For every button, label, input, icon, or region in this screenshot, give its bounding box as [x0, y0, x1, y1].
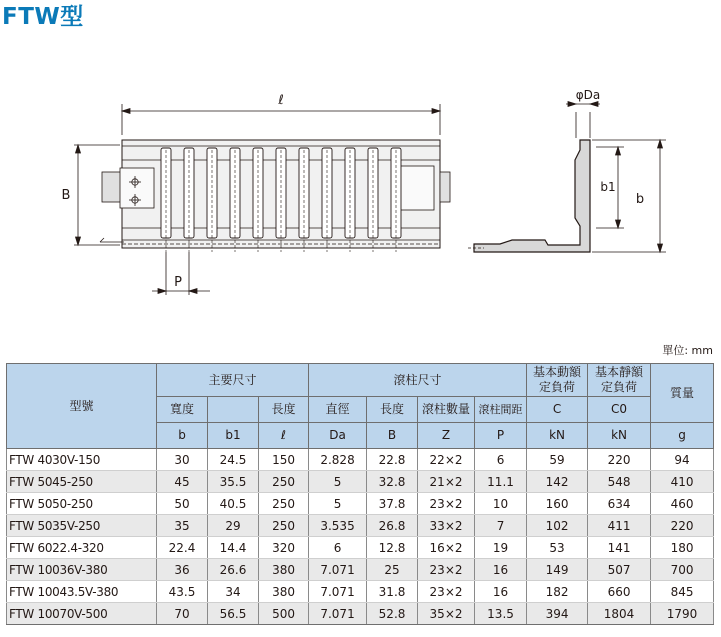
value-cell: 5 [309, 471, 367, 493]
value-cell: 59 [527, 449, 588, 471]
value-cell: 380 [259, 581, 309, 603]
value-cell: 50 [157, 493, 208, 515]
symbol-cell: B [367, 423, 418, 449]
model-cell: FTW 10043.5V-380 [7, 581, 157, 603]
value-cell: 220 [588, 449, 651, 471]
spec-table-body [7, 449, 714, 625]
value-cell: 845 [651, 581, 714, 603]
symbol-cell: b1 [208, 423, 259, 449]
sub-header: 滾柱數量 [418, 397, 475, 423]
model-cell: FTW 5045-250 [7, 471, 157, 493]
value-cell: 411 [588, 515, 651, 537]
value-cell: 34 [208, 581, 259, 603]
roller-dim-header: 滾柱尺寸 [309, 364, 527, 397]
value-cell: 26.8 [367, 515, 418, 537]
value-cell: 16 [475, 559, 527, 581]
value-cell: 149 [527, 559, 588, 581]
value-cell: 7.071 [309, 559, 367, 581]
sub-header: 長度 [259, 397, 309, 423]
table-row [7, 603, 714, 625]
value-cell: 10 [475, 493, 527, 515]
symbol-cell: Da [309, 423, 367, 449]
model-cell: FTW 10070V-500 [7, 603, 157, 625]
symbol-cell: g [651, 423, 714, 449]
sub-header: 寬度 [157, 397, 208, 423]
value-cell: 1804 [588, 603, 651, 625]
value-cell: 141 [588, 537, 651, 559]
value-cell: 11.1 [475, 471, 527, 493]
value-cell: 380 [259, 559, 309, 581]
table-row [7, 515, 714, 537]
value-cell: 35×2 [418, 603, 475, 625]
value-cell: 1790 [651, 603, 714, 625]
value-cell: 29 [208, 515, 259, 537]
value-cell: 6 [475, 449, 527, 471]
sub-header: 直徑 [309, 397, 367, 423]
table-row [7, 559, 714, 581]
value-cell: 19 [475, 537, 527, 559]
mass-header: 質量 [651, 364, 714, 423]
value-cell: 40.5 [208, 493, 259, 515]
value-cell: 180 [651, 537, 714, 559]
value-cell: 142 [527, 471, 588, 493]
value-cell: 22.4 [157, 537, 208, 559]
value-cell: 23×2 [418, 559, 475, 581]
model-cell: FTW 6022.4-320 [7, 537, 157, 559]
spec-table [6, 363, 714, 625]
dyn-load-header: 基本動額定負荷 [527, 364, 588, 397]
value-cell: 30 [157, 449, 208, 471]
value-cell: 150 [259, 449, 309, 471]
table-row [7, 471, 714, 493]
inner-width-label: b1 [600, 180, 616, 194]
sub-header [208, 397, 259, 423]
length-label: ℓ [278, 93, 284, 108]
value-cell: 21×2 [418, 471, 475, 493]
value-cell: 3.535 [309, 515, 367, 537]
value-cell: 43.5 [157, 581, 208, 603]
pitch-label: P [174, 275, 182, 290]
table-row [7, 581, 714, 603]
value-cell: 634 [588, 493, 651, 515]
symbol-cell: b [157, 423, 208, 449]
value-cell: 33×2 [418, 515, 475, 537]
main-dim-header: 主要尺寸 [157, 364, 309, 397]
value-cell: 24.5 [208, 449, 259, 471]
sub-header: C0 [588, 397, 651, 423]
unit-note: 單位: mm [662, 344, 713, 357]
value-cell: 460 [651, 493, 714, 515]
value-cell: 25 [367, 559, 418, 581]
value-cell: 7.071 [309, 603, 367, 625]
value-cell: 182 [527, 581, 588, 603]
value-cell: 160 [527, 493, 588, 515]
value-cell: 7 [475, 515, 527, 537]
value-cell: 507 [588, 559, 651, 581]
value-cell: 45 [157, 471, 208, 493]
value-cell: 2.828 [309, 449, 367, 471]
value-cell: 35 [157, 515, 208, 537]
value-cell: 37.8 [367, 493, 418, 515]
static-load-header: 基本靜額定負荷 [588, 364, 651, 397]
value-cell: 250 [259, 493, 309, 515]
diameter-label: φDa [575, 88, 601, 102]
value-cell: 94 [651, 449, 714, 471]
model-cell: FTW 10036V-380 [7, 559, 157, 581]
sub-header: 滾柱間距 [475, 397, 527, 423]
model-header: 型號 [7, 364, 157, 449]
value-cell: 7.071 [309, 581, 367, 603]
value-cell: 12.8 [367, 537, 418, 559]
value-cell: 250 [259, 471, 309, 493]
page-title: FTW型 [2, 4, 84, 30]
value-cell: 32.8 [367, 471, 418, 493]
value-cell: 16 [475, 581, 527, 603]
model-cell: FTW 5050-250 [7, 493, 157, 515]
table-row [7, 449, 714, 471]
value-cell: 250 [259, 515, 309, 537]
value-cell: 70 [157, 603, 208, 625]
value-cell: 14.4 [208, 537, 259, 559]
value-cell: 35.5 [208, 471, 259, 493]
model-cell: FTW 5035V-250 [7, 515, 157, 537]
value-cell: 102 [527, 515, 588, 537]
sub-header: 長度 [367, 397, 418, 423]
value-cell: 53 [527, 537, 588, 559]
value-cell: 548 [588, 471, 651, 493]
value-cell: 16×2 [418, 537, 475, 559]
symbol-cell: P [475, 423, 527, 449]
value-cell: 13.5 [475, 603, 527, 625]
value-cell: 23×2 [418, 493, 475, 515]
value-cell: 36 [157, 559, 208, 581]
value-cell: 320 [259, 537, 309, 559]
value-cell: 52.8 [367, 603, 418, 625]
value-cell: 394 [527, 603, 588, 625]
table-row [7, 493, 714, 515]
value-cell: 220 [651, 515, 714, 537]
outer-width-label: b [635, 192, 645, 207]
symbol-cell: kN [527, 423, 588, 449]
value-cell: 5 [309, 493, 367, 515]
width-label: B [61, 188, 71, 203]
symbol-cell: Z [418, 423, 475, 449]
symbol-cell: ℓ [259, 423, 309, 449]
value-cell: 410 [651, 471, 714, 493]
table-row [7, 537, 714, 559]
symbol-cell: kN [588, 423, 651, 449]
value-cell: 700 [651, 559, 714, 581]
value-cell: 22.8 [367, 449, 418, 471]
value-cell: 6 [309, 537, 367, 559]
value-cell: 31.8 [367, 581, 418, 603]
value-cell: 660 [588, 581, 651, 603]
value-cell: 500 [259, 603, 309, 625]
value-cell: 26.6 [208, 559, 259, 581]
value-cell: 23×2 [418, 581, 475, 603]
value-cell: 56.5 [208, 603, 259, 625]
sub-header: C [527, 397, 588, 423]
model-cell: FTW 4030V-150 [7, 449, 157, 471]
value-cell: 22×2 [418, 449, 475, 471]
